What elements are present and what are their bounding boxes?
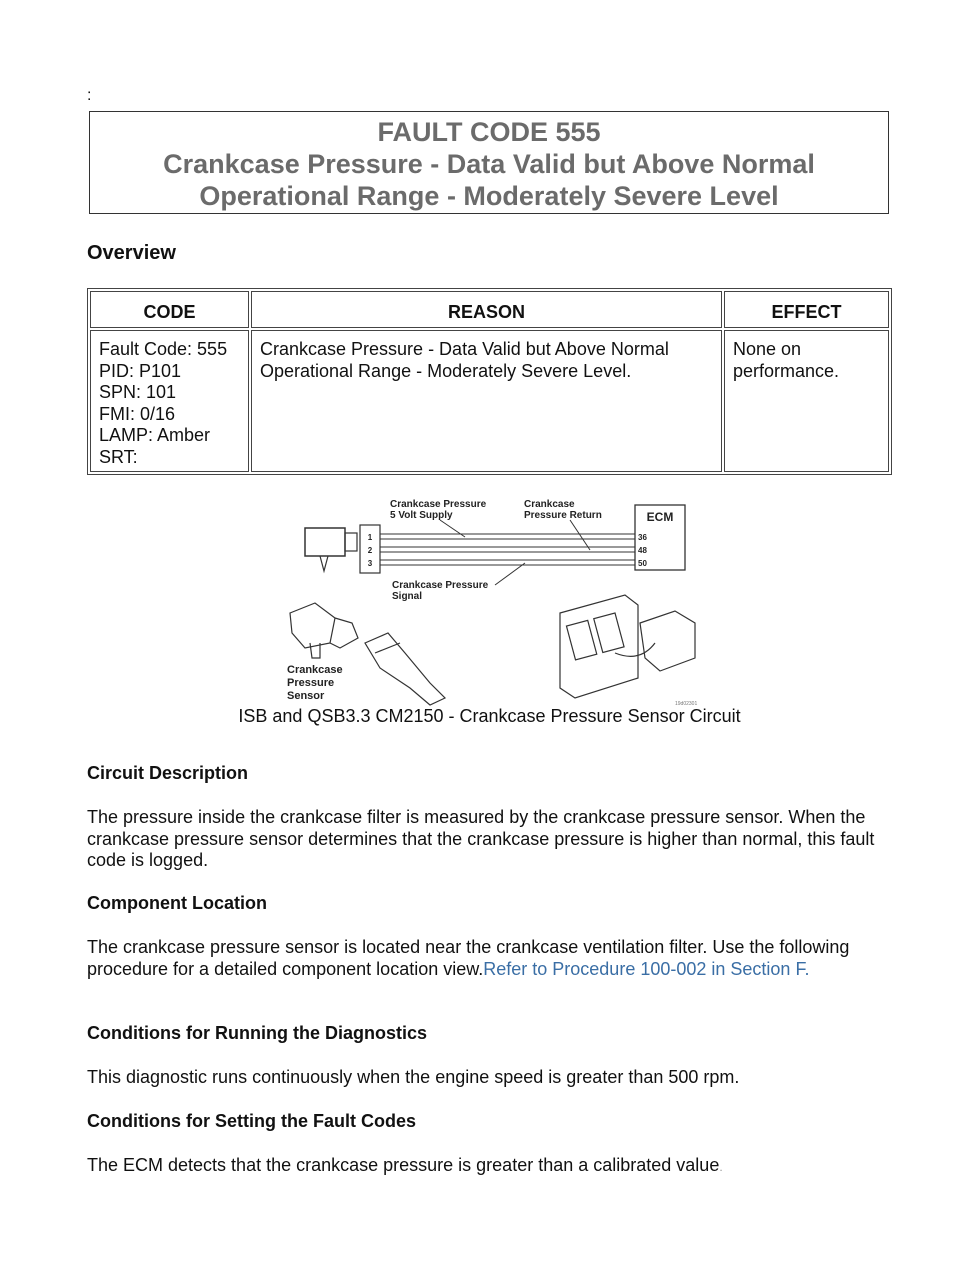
label-return-line-1: Crankcase: [524, 499, 575, 510]
title-line-1: FAULT CODE 555: [377, 117, 601, 147]
connector-tab: [320, 556, 328, 571]
label-signal-line-1: Crankcase Pressure: [392, 580, 489, 591]
running-diagnostics-text: This diagnostic runs continuously when the engine speed is greater than 500 rpm.: [87, 1067, 740, 1087]
header-reason: REASON: [251, 291, 722, 328]
component-location-text: The crankcase pressure sensor is located near the crankcase ventilation filter. Use the following procedure for a detailed component location view.: [87, 937, 850, 979]
pin-36-label: 36: [638, 533, 647, 542]
circuit-description-heading: Circuit Description: [87, 763, 249, 783]
label-return-line-2: Pressure Return: [524, 510, 602, 521]
ecm-label: ECM: [646, 510, 674, 524]
label-supply-line-1: Crankcase Pressure: [390, 499, 487, 510]
setting-fault-codes-heading: Conditions for Setting the Fault Codes: [87, 1111, 416, 1131]
cell-code: [90, 330, 249, 472]
setting-fault-codes-text: The ECM detects that the crankcase pressure is greater than a calibrated value: [87, 1155, 720, 1175]
setting-fault-codes-paragraph: [87, 1155, 897, 1179]
code-line: PID: P101: [99, 360, 182, 381]
leading-colon: :: [87, 87, 92, 104]
cell-reason: Crankcase Pressure - Data Valid but Above Normal Operational Range - Moderately Severe Level.: [251, 330, 722, 472]
code-line: SRT:: [99, 446, 138, 467]
sensor-label-line-3: Sensor: [287, 690, 325, 702]
cell-effect: None on performance.: [724, 330, 889, 472]
running-diagnostics-heading: Conditions for Running the Diagnostics: [87, 1023, 427, 1043]
code-line: SPN: 101: [99, 382, 177, 402]
code-line: FMI: 0/16: [99, 403, 176, 424]
fault-code-table: [87, 288, 892, 475]
header-code: CODE: [90, 291, 249, 328]
header-effect: EFFECT: [724, 291, 889, 328]
title-line-3: Operational Range - Moderately Severe Level: [199, 181, 779, 211]
label-return-leader: [570, 520, 590, 550]
code-line: LAMP: Amber: [99, 425, 211, 445]
sensor-circuit-diagram: [280, 493, 700, 708]
sensor-label-line-2: Pressure: [287, 677, 335, 689]
figure-id: 19d02301: [675, 701, 698, 707]
ecm-module-illustration: [560, 595, 695, 698]
title-line-2: Crankcase Pressure - Data Valid but Above Normal: [163, 149, 815, 179]
circuit-description-text: The pressure inside the crankcase filter is measured by the crankcase pressure sensor. When the crankcase pressure sensor determines that the crankcase pressure is higher than normal, this fault code is logged.: [87, 807, 875, 870]
code-line: Fault Code: 555: [99, 339, 228, 359]
label-signal-line-2: Signal: [392, 591, 423, 602]
trailing-period: .: [719, 1160, 723, 1174]
overview-heading: Overview: [87, 242, 176, 264]
label-supply-line-2: 5 Volt Supply: [390, 510, 453, 521]
wire-harness: [380, 534, 635, 565]
pin-50-label: 50: [638, 559, 647, 568]
procedure-link[interactable]: Refer to Procedure 100-002 in Section F.: [483, 958, 810, 979]
fault-code-title-box: [89, 111, 889, 214]
pin-48-label: 48: [638, 546, 647, 555]
pin-2-label: 2: [367, 546, 373, 555]
pin-3-label: 3: [367, 559, 373, 568]
pin-1-label: 1: [367, 533, 373, 542]
label-signal-leader: [495, 563, 525, 585]
sensor-label-line-1: Crankcase: [287, 664, 343, 676]
sensor-connector-body: [305, 528, 345, 556]
component-location-paragraph: [87, 937, 897, 980]
diagram-caption: ISB and QSB3.3 CM2150 - Crankcase Pressure Sensor Circuit: [238, 706, 741, 726]
component-location-heading: Component Location: [87, 893, 267, 913]
connector-plug: [345, 533, 357, 551]
